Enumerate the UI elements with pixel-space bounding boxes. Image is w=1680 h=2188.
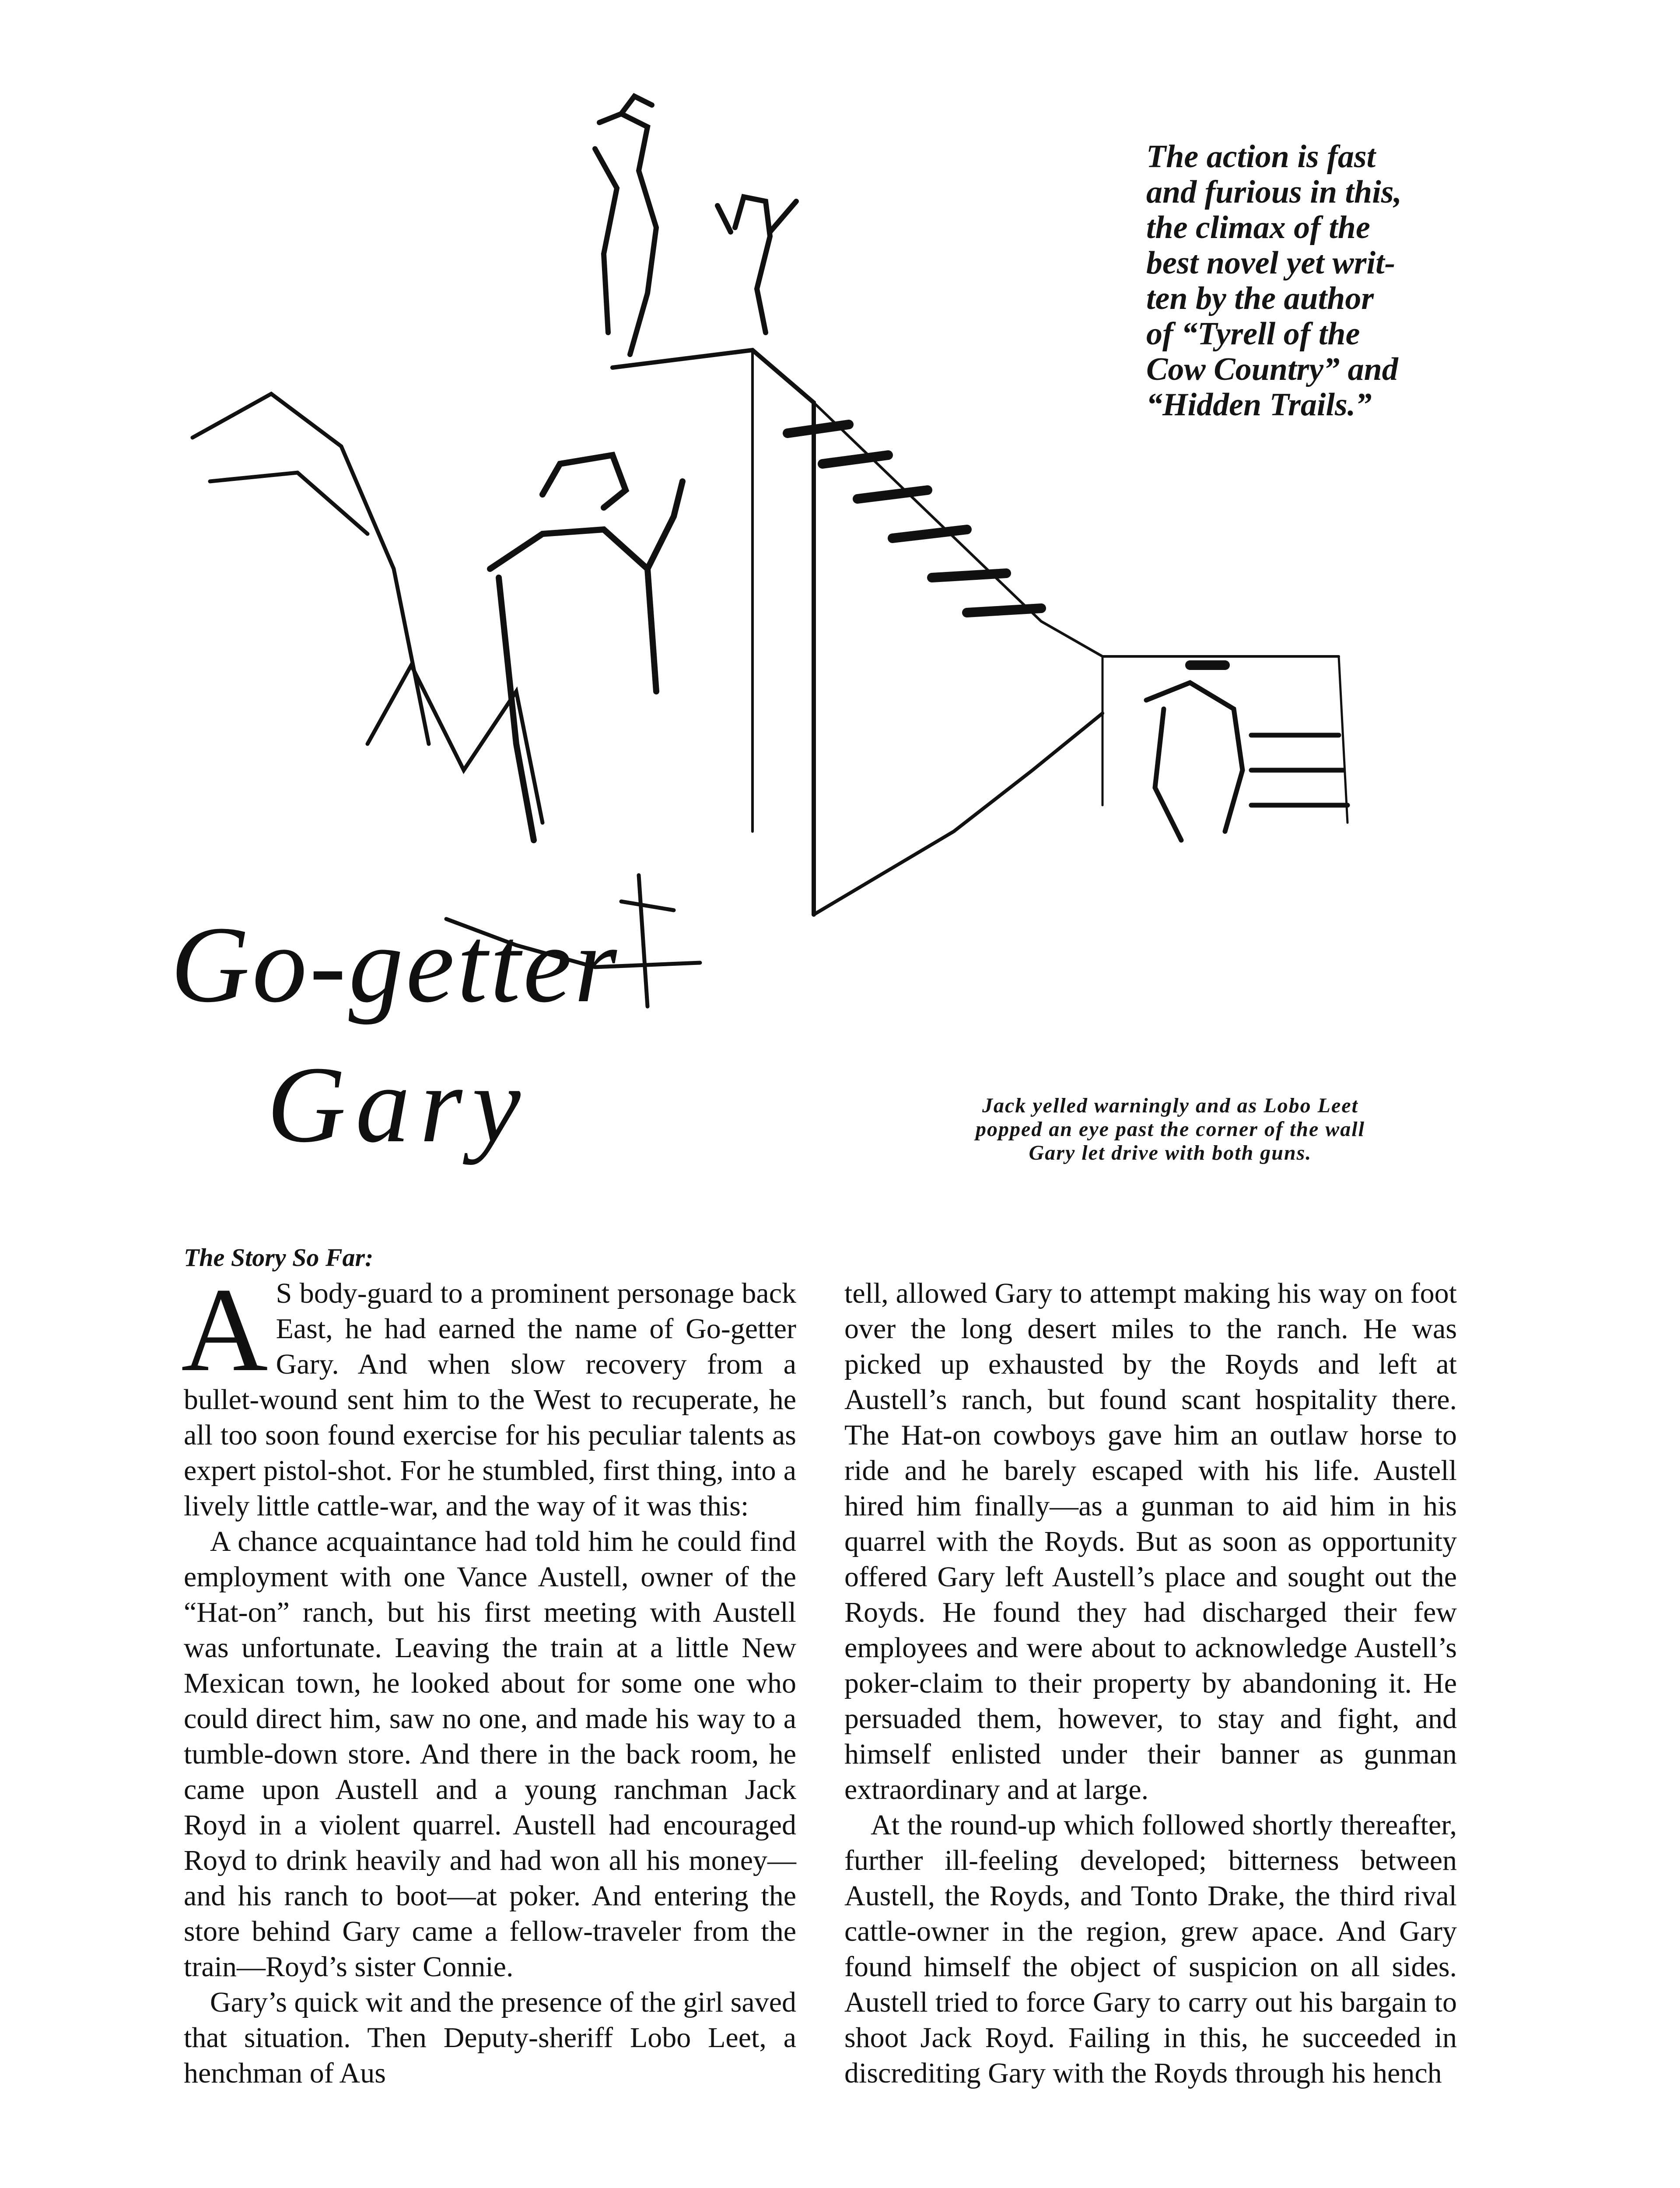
intro-blurb [1146, 139, 1452, 423]
blurb-line: and furious in this, [1146, 174, 1402, 210]
paragraph: A chance acquaintance had told him he could find employment with one Vance Austell, owner of the “Hat-on” ranch, but his first meeting with Austell was unfortunate. Leaving the train at a little New Mexican town, he looked about for some one who could direct him, saw no one, and made his way to a tumble-down store. And there in the back room, he came upon Austell and a young ranchman Jack Royd in a violent quarrel. Austell had encouraged Royd to drink heavily and had won all his money—and his ranch to boot—at poker. And entering the store behind Gary came a fellow-traveler from the train—Royd’s sister Connie. [184, 1525, 796, 1983]
left-column [181, 1263, 796, 2091]
story-so-far-label: The Story So Far: [184, 1243, 374, 1272]
blurb-line: “Hidden Trails.” [1146, 387, 1372, 423]
story-title-line-2: Gary [267, 1044, 530, 1165]
right-column [844, 1276, 1457, 2091]
paragraph: At the round-up which followed shortly thereafter, further ill-feeling developed; bitterness between Austell, the Royds, and Tonto Drake, the third rival cattle-owner in the region, grew apace. And Gary found himself the object of suspicion on all sides. Austell tried to force Gary to carry out his bargain to shoot Jack Royd. Failing in this, he succeeded in discrediting Gary with the Royds through his hench [844, 1809, 1457, 2089]
paragraph [181, 1263, 796, 1524]
blurb-line: Cow Country” and [1146, 351, 1398, 387]
illustration-caption: Jack yelled warningly and as Lobo Leet popped an eye past the corner of the wall Gary let drive with both guns. [976, 1094, 1365, 1164]
blurb-line: the climax of the [1146, 210, 1370, 245]
blurb-line: The action is fast [1146, 139, 1376, 175]
drop-cap: A [181, 1263, 268, 1396]
blurb-line: of “Tyrell of the [1146, 316, 1360, 352]
blurb-line: best novel yet writ- [1146, 245, 1396, 281]
blurb-line: ten by the author [1146, 281, 1374, 316]
paragraph: Gary’s quick wit and the presence of the girl saved that situation. Then Deputy-sheriff Lobo Leet, a henchman of Aus [184, 1986, 796, 2089]
paragraph-text: S body-guard to a prominent personage back East, he had earned the name of Go-getter Gary. And when slow recovery from a bullet-wound sent him to the West to recuperate, he all too soon found exercise for his peculiar talents as expert pistol-shot. For he stumbled, first thing, into a lively little cattle-war, and the way of it was this: [184, 1277, 796, 1522]
story-title-line-1: Go-getter [171, 904, 620, 1025]
paragraph: tell, allowed Gary to attempt making his way on foot over the long desert miles to the ranch. He was picked up exhausted by the Royds and left at Austell’s ranch, but found scant hospitality there. The Hat-on cowboys gave him an outlaw horse to ride and he barely escaped with his life. Austell hired him finally—as a gunman to aid him in his quarrel with the Royds. But as soon as opportunity offered Gary left Austell’s place and sought out the Royds. He found they had discharged their few employees and were about to acknowledge Austell’s poker-claim to their property by abandoning it. He persuaded them, however, to stay and fight, and himself enlisted under their banner as gunman extraordinary and at large. [844, 1277, 1457, 1806]
